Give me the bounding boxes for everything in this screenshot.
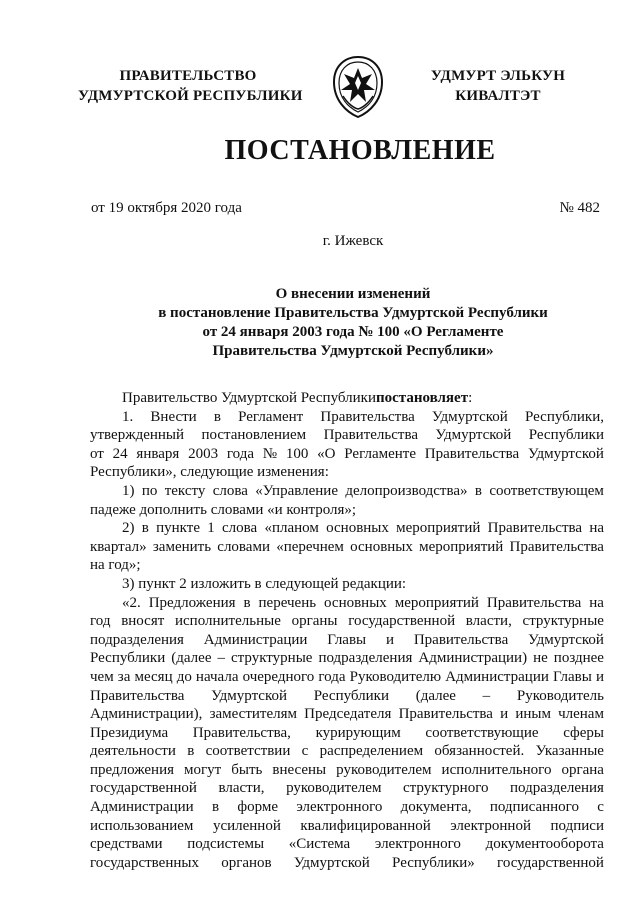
body-word: «планом <box>264 520 319 537</box>
body-word: делопроизводства» <box>345 482 468 499</box>
body-word: курирующим <box>315 724 401 741</box>
body-word: Регламенте <box>344 445 417 462</box>
body-word: Республики <box>313 687 389 704</box>
body-line <box>90 854 604 873</box>
header-right-line-1: УДМУРТ ЭЛЬКУН <box>430 68 566 84</box>
body-word: «2. <box>122 594 141 611</box>
body-word: перечень <box>258 594 317 611</box>
body-word: Правительства <box>413 631 509 648</box>
body-line <box>90 742 604 761</box>
body-word: документа, <box>400 799 472 816</box>
body-word: органов <box>221 854 272 871</box>
body-word: года <box>226 445 254 462</box>
body-word: соответствующем <box>489 482 604 499</box>
body-word: электронного <box>374 836 461 853</box>
body-word: 1) <box>122 482 135 499</box>
body-word: января <box>136 445 180 462</box>
body-word: Правительства <box>424 445 520 462</box>
body-word: использованием <box>90 817 194 834</box>
body-word: Удмуртской <box>435 427 512 444</box>
body-word: вносят <box>121 613 165 630</box>
subject-line: Правительства Удмуртской Республики» <box>212 343 494 359</box>
body-word: государственной <box>497 854 604 871</box>
body-word: до <box>176 668 192 685</box>
body-word: чем <box>90 668 114 685</box>
body-word: Администрации <box>203 631 308 648</box>
header-left-line-1: ПРАВИТЕЛЬСТВО <box>119 68 257 84</box>
body-word: Президиума <box>90 724 169 741</box>
body-line: падеже дополнить словами «и контроля»; <box>90 501 357 518</box>
body-word: 1 <box>207 520 215 537</box>
body-word: подразделения <box>510 780 604 797</box>
body-word: по <box>141 482 158 499</box>
body-word: тексту <box>164 482 206 499</box>
body-word: – <box>217 650 225 667</box>
body-word: № <box>262 445 278 462</box>
body-word: Правительства <box>486 594 582 611</box>
body-word: на <box>589 520 604 537</box>
body-line <box>90 724 604 743</box>
body-word: Указанные <box>535 743 604 760</box>
body-line <box>90 538 604 557</box>
body-word: обязанностей. <box>434 743 525 760</box>
body-word: форме <box>237 799 279 816</box>
body-word: Предложения <box>148 594 236 611</box>
body-word: Правительства <box>320 408 415 425</box>
body-word: очередного <box>242 668 315 685</box>
body-word: и <box>595 668 604 685</box>
body-word: (далее <box>415 687 456 704</box>
body-word: исполнительного <box>441 761 552 778</box>
body-word: руководителем <box>286 780 382 797</box>
body-word: позднее <box>553 650 604 667</box>
body-word: предложения <box>90 761 175 778</box>
subject-line: О внесении изменений <box>275 286 431 302</box>
body-line <box>90 519 604 538</box>
subject-line: от 24 января 2003 года № 100 «О Регламенте <box>202 324 504 340</box>
body-word: структурные <box>231 650 313 667</box>
body-word: Правительства <box>509 538 604 555</box>
body-word: Республики <box>90 650 166 667</box>
body-word: власти, <box>218 780 265 797</box>
body-word: слова <box>222 520 258 537</box>
body-word: и <box>500 706 509 723</box>
body-word: «Управление <box>255 482 338 499</box>
body-word: заменить <box>152 538 212 555</box>
body-line <box>90 668 604 687</box>
body-word: начала <box>195 668 239 685</box>
body-word: в <box>243 594 251 611</box>
body-word: подписи <box>550 817 604 834</box>
intro-paragraph <box>90 389 604 408</box>
body-word: государственной <box>90 780 197 797</box>
body-word: Правительства <box>90 687 185 704</box>
body-word: членам <box>558 706 604 723</box>
body-word: сферы <box>563 724 604 741</box>
intro-colon: : <box>468 390 473 406</box>
body-word: квалифицированной <box>300 817 431 834</box>
body-word: 100 <box>285 445 309 462</box>
body-word: Республики <box>528 427 604 444</box>
body-word: «О <box>317 445 336 462</box>
body-line: 3) пункт 2 изложить в следующей редакции: <box>122 575 407 592</box>
body-word: словами <box>217 538 270 555</box>
body-word: в <box>212 799 220 816</box>
body-word: соответствии <box>205 743 291 760</box>
body-word: мероприятий <box>419 538 504 555</box>
body-line <box>90 445 604 464</box>
document-type-title: ПОСТАНОВЛЕНИЕ <box>224 135 496 166</box>
body-word: Удмуртской <box>528 631 604 648</box>
body-word: и <box>385 631 394 648</box>
body-line <box>90 817 604 836</box>
document-number: № 482 <box>559 200 600 216</box>
document-city: г. Ижевск <box>322 233 384 249</box>
body-line <box>90 426 604 445</box>
body-word: утвержденный <box>90 427 185 444</box>
body-line <box>90 761 604 780</box>
intro-bold-word: постановляет <box>375 390 469 406</box>
body-word: – <box>482 687 491 704</box>
body-word: 24 <box>112 445 128 462</box>
body-word: государственной <box>348 613 456 630</box>
body-line <box>90 705 604 724</box>
body-line <box>90 779 604 798</box>
body-word: «Система <box>288 836 351 853</box>
body-word: исполнительные <box>175 613 281 630</box>
body-word: Администрации <box>90 799 194 816</box>
body-word: структурные <box>522 613 604 630</box>
body-word: года <box>318 668 346 685</box>
body-word: Администрации <box>445 668 549 685</box>
header-right-line-2: КИВАЛТЭТ <box>455 88 541 104</box>
body-word: Правительства, <box>192 724 291 741</box>
body-word: мероприятий <box>394 594 479 611</box>
body-word: Регламент <box>238 408 304 425</box>
body-word: государственных <box>90 854 199 871</box>
body-word: постановлением <box>201 427 307 444</box>
body-word: деятельности <box>90 743 176 760</box>
body-word: 2003 <box>188 445 219 462</box>
body-line <box>90 649 604 668</box>
body-word: Правительства <box>487 520 583 537</box>
body-word: Руководителю <box>349 668 442 685</box>
body-word: Администрации) <box>418 650 528 667</box>
body-word: год <box>90 613 111 630</box>
body-word: структурного <box>403 780 489 797</box>
body-word: за <box>117 668 131 685</box>
body-word: соответствующие <box>425 724 539 741</box>
body-word: с <box>301 743 309 760</box>
body-word: Главы <box>327 631 367 648</box>
body-word: квартал» <box>90 538 147 555</box>
body-line <box>90 408 604 427</box>
body-word: Удмуртской <box>293 854 370 871</box>
body-word: в <box>187 743 195 760</box>
body-word: «перечнем <box>276 538 344 555</box>
body-word: не <box>533 650 548 667</box>
body-word: усиленной <box>212 817 281 834</box>
body-word: слова <box>212 482 248 499</box>
body-line <box>90 594 604 613</box>
body-word: подписанного <box>489 799 579 816</box>
body-word: власти, <box>465 613 512 630</box>
body-word: пункте <box>156 520 200 537</box>
body-word: в <box>474 482 482 499</box>
body-word: руководителем <box>336 761 432 778</box>
body-word: подразделения <box>90 631 184 648</box>
header-left <box>78 66 303 106</box>
body-word: (далее <box>171 650 212 667</box>
body-line <box>90 631 604 650</box>
body-word: Удмуртской <box>431 408 508 425</box>
body-line: на год»; <box>90 557 141 574</box>
body-word: органы <box>291 613 338 630</box>
body-word: Внести <box>150 408 197 425</box>
body-word: в <box>141 520 149 537</box>
body-word: Удмуртской <box>527 445 604 462</box>
body-word: Удмуртской <box>211 687 288 704</box>
header-left-line-2: УДМУРТСКОЙ РЕСПУБЛИКИ <box>78 88 303 104</box>
body-line <box>90 612 604 631</box>
body-line <box>90 798 604 817</box>
body-word: на <box>589 594 604 611</box>
document-body <box>90 389 604 872</box>
body-word: в <box>213 408 221 425</box>
body-word: Руководитель <box>516 687 604 704</box>
document-date: от 19 октября 2020 года <box>91 200 242 216</box>
body-word: месяц <box>134 668 173 685</box>
body-word: внесены <box>272 761 327 778</box>
body-line <box>90 687 604 706</box>
body-word: электронного <box>296 799 383 816</box>
body-word: электронной <box>450 817 531 834</box>
document-subject <box>0 285 640 361</box>
body-word: основных <box>350 538 413 555</box>
body-word: иным <box>515 706 551 723</box>
body-word: подразделения <box>318 650 413 667</box>
body-word: основных <box>324 594 387 611</box>
body-word: Правительства <box>323 427 418 444</box>
body-word: могут <box>184 761 222 778</box>
body-word: Администрации), <box>90 706 203 723</box>
body-word: Председателя <box>304 706 392 723</box>
body-word: 1. <box>122 408 134 425</box>
body-word: 2) <box>122 520 135 537</box>
subject-line: в постановление Правительства Удмуртской Республики <box>158 305 548 321</box>
body-word: Главы <box>552 668 592 685</box>
udmurt-coat-of-arms-icon <box>330 56 386 118</box>
header-right <box>418 66 578 106</box>
body-word: с <box>597 799 604 816</box>
body-line <box>90 482 604 501</box>
body-word: документооборота <box>485 836 604 853</box>
body-word: Республики, <box>524 408 604 425</box>
body-word: быть <box>231 761 263 778</box>
intro-text: Правительство Удмуртской Республики <box>122 390 376 406</box>
body-word: подсистемы <box>187 836 265 853</box>
body-word: Правительства <box>398 706 493 723</box>
body-word: органа <box>561 761 604 778</box>
body-word: основных <box>326 520 389 537</box>
body-word: от <box>90 445 104 462</box>
body-line: Республики», следующие изменения: <box>90 464 329 481</box>
body-word: заместителям <box>209 706 298 723</box>
body-line <box>90 835 604 854</box>
body-word: мероприятий <box>396 520 481 537</box>
body-word: Республики» <box>392 854 475 871</box>
body-word: распределением <box>319 743 424 760</box>
body-word: средствами <box>90 836 163 853</box>
